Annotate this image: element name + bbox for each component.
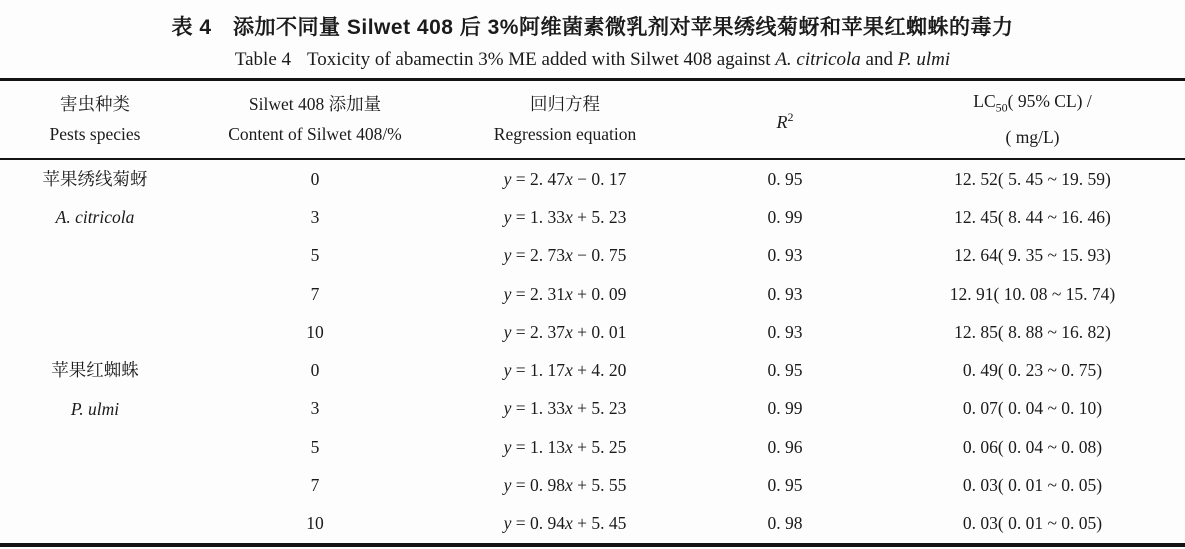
equation-cell: y = 2. 37 x + 0. 01 [503,321,627,342]
table-title-zh: 表 4 添加不同量 Silwet 408 后 3%阿维菌素微乳剂对苹果绣线菊蚜和苹果红蜘蛛的毒力 [171,16,1014,39]
lc50-cell: 12. 91( 10. 08 ~ 15. 74) [949,283,1116,304]
header-cell-regression [440,80,690,158]
r2-cell: 0. 95 [767,475,803,496]
r2-cell: 0. 99 [767,206,803,227]
header-cell-lc50 [880,80,1185,158]
content-cell: 5 [310,245,320,266]
equation-cell: y = 1. 13 x + 5. 25 [503,436,627,457]
header-regression-zh: 回归方程 [530,94,600,114]
lc50-label-line1: $LC_{50}$( 95% CL) / [973,90,1092,115]
content-cell: 7 [310,475,320,496]
table-title-en [0,47,1185,73]
equation-cell: y = 2. 73 x − 0. 75 [503,245,627,266]
content-cell: 0 [310,360,320,381]
header-cell-pests [0,80,190,158]
lc50-label-line2: ( mg/L) [1005,127,1060,148]
content-cell: 7 [310,283,320,304]
species-latin: A. citricola [55,207,135,228]
lc50-cell: 0. 49( 0. 23 ~ 0. 75) [962,360,1103,381]
species-zh: 苹果红蜘蛛 [51,360,139,381]
lc50-cell: 12. 45( 8. 44 ~ 16. 46) [954,206,1111,227]
table-header [0,80,1185,158]
content-cell: 3 [310,398,320,419]
equation-cell: y = 2. 31 x + 0. 09 [503,283,627,304]
r2-symbol: $R^2$ [776,109,794,132]
equation-cell: y = 0. 94 x + 5. 45 [503,513,627,534]
species-cell [0,160,190,351]
table-number-label: Table 4 [234,49,292,70]
r2-cell: 0. 93 [767,245,803,266]
equation-cell: y = 0. 98 x + 5. 55 [503,475,627,496]
r2-cell: 0. 95 [767,168,803,189]
r2-cell: 0. 95 [767,360,803,381]
header-content-en: Content of Silwet 408/% [228,124,402,144]
r2-cell: 0. 93 [767,283,803,304]
species-name-citricola: A. citricola [775,49,861,70]
r2-cell: 0. 96 [767,436,803,457]
r2-cell: 0. 93 [767,321,803,342]
table-title-en-text: Toxicity of abamectin 3% ME added with Silwet 408 against [307,49,771,70]
lc50-cell: 0. 07( 0. 04 ~ 0. 10) [962,398,1103,419]
lc50-cell: 12. 85( 8. 88 ~ 16. 82) [954,321,1111,342]
header-cell-r2 [690,80,880,158]
header-content-zh: Silwet 408 添加量 [248,94,382,114]
species-name-ulmi: P. ulmi [897,49,951,70]
lc50-cell: 12. 64( 9. 35 ~ 15. 93) [954,245,1111,266]
lc50-cell: 0. 03( 0. 01 ~ 0. 05) [962,513,1103,534]
lc50-cell: 0. 03( 0. 01 ~ 0. 05) [962,475,1103,496]
equation-cell: y = 1. 17 x + 4. 20 [503,360,627,381]
r2-cell: 0. 99 [767,398,803,419]
content-cell: 10 [306,513,324,534]
content-cell: 3 [310,206,320,227]
species-latin: P. ulmi [70,398,120,419]
equation-cell: y = 2. 47 x − 0. 17 [503,168,627,189]
header-regression-en: Regression equation [493,124,637,144]
equation-cell: y = 1. 33 x + 5. 23 [503,398,627,419]
table-body [0,160,1185,543]
r2-cell: 0. 98 [767,513,803,534]
header-pests-zh: 害虫种类 [60,94,130,114]
content-cell: 5 [310,436,320,457]
lc50-cell: 0. 06( 0. 04 ~ 0. 08) [962,436,1103,457]
header-cell-content [190,80,440,158]
lc50-cell: 12. 52( 5. 45 ~ 19. 59) [954,168,1111,189]
header-pests-en: Pests species [49,124,141,144]
bottom-rule [0,543,1185,547]
content-cell: 0 [310,168,320,189]
species-zh: 苹果绣线菊蚜 [42,169,148,189]
conjunction: and [865,49,893,70]
equation-cell: y = 1. 33 x + 5. 23 [503,206,627,227]
species-cell [0,351,190,542]
content-cell: 10 [306,321,324,342]
